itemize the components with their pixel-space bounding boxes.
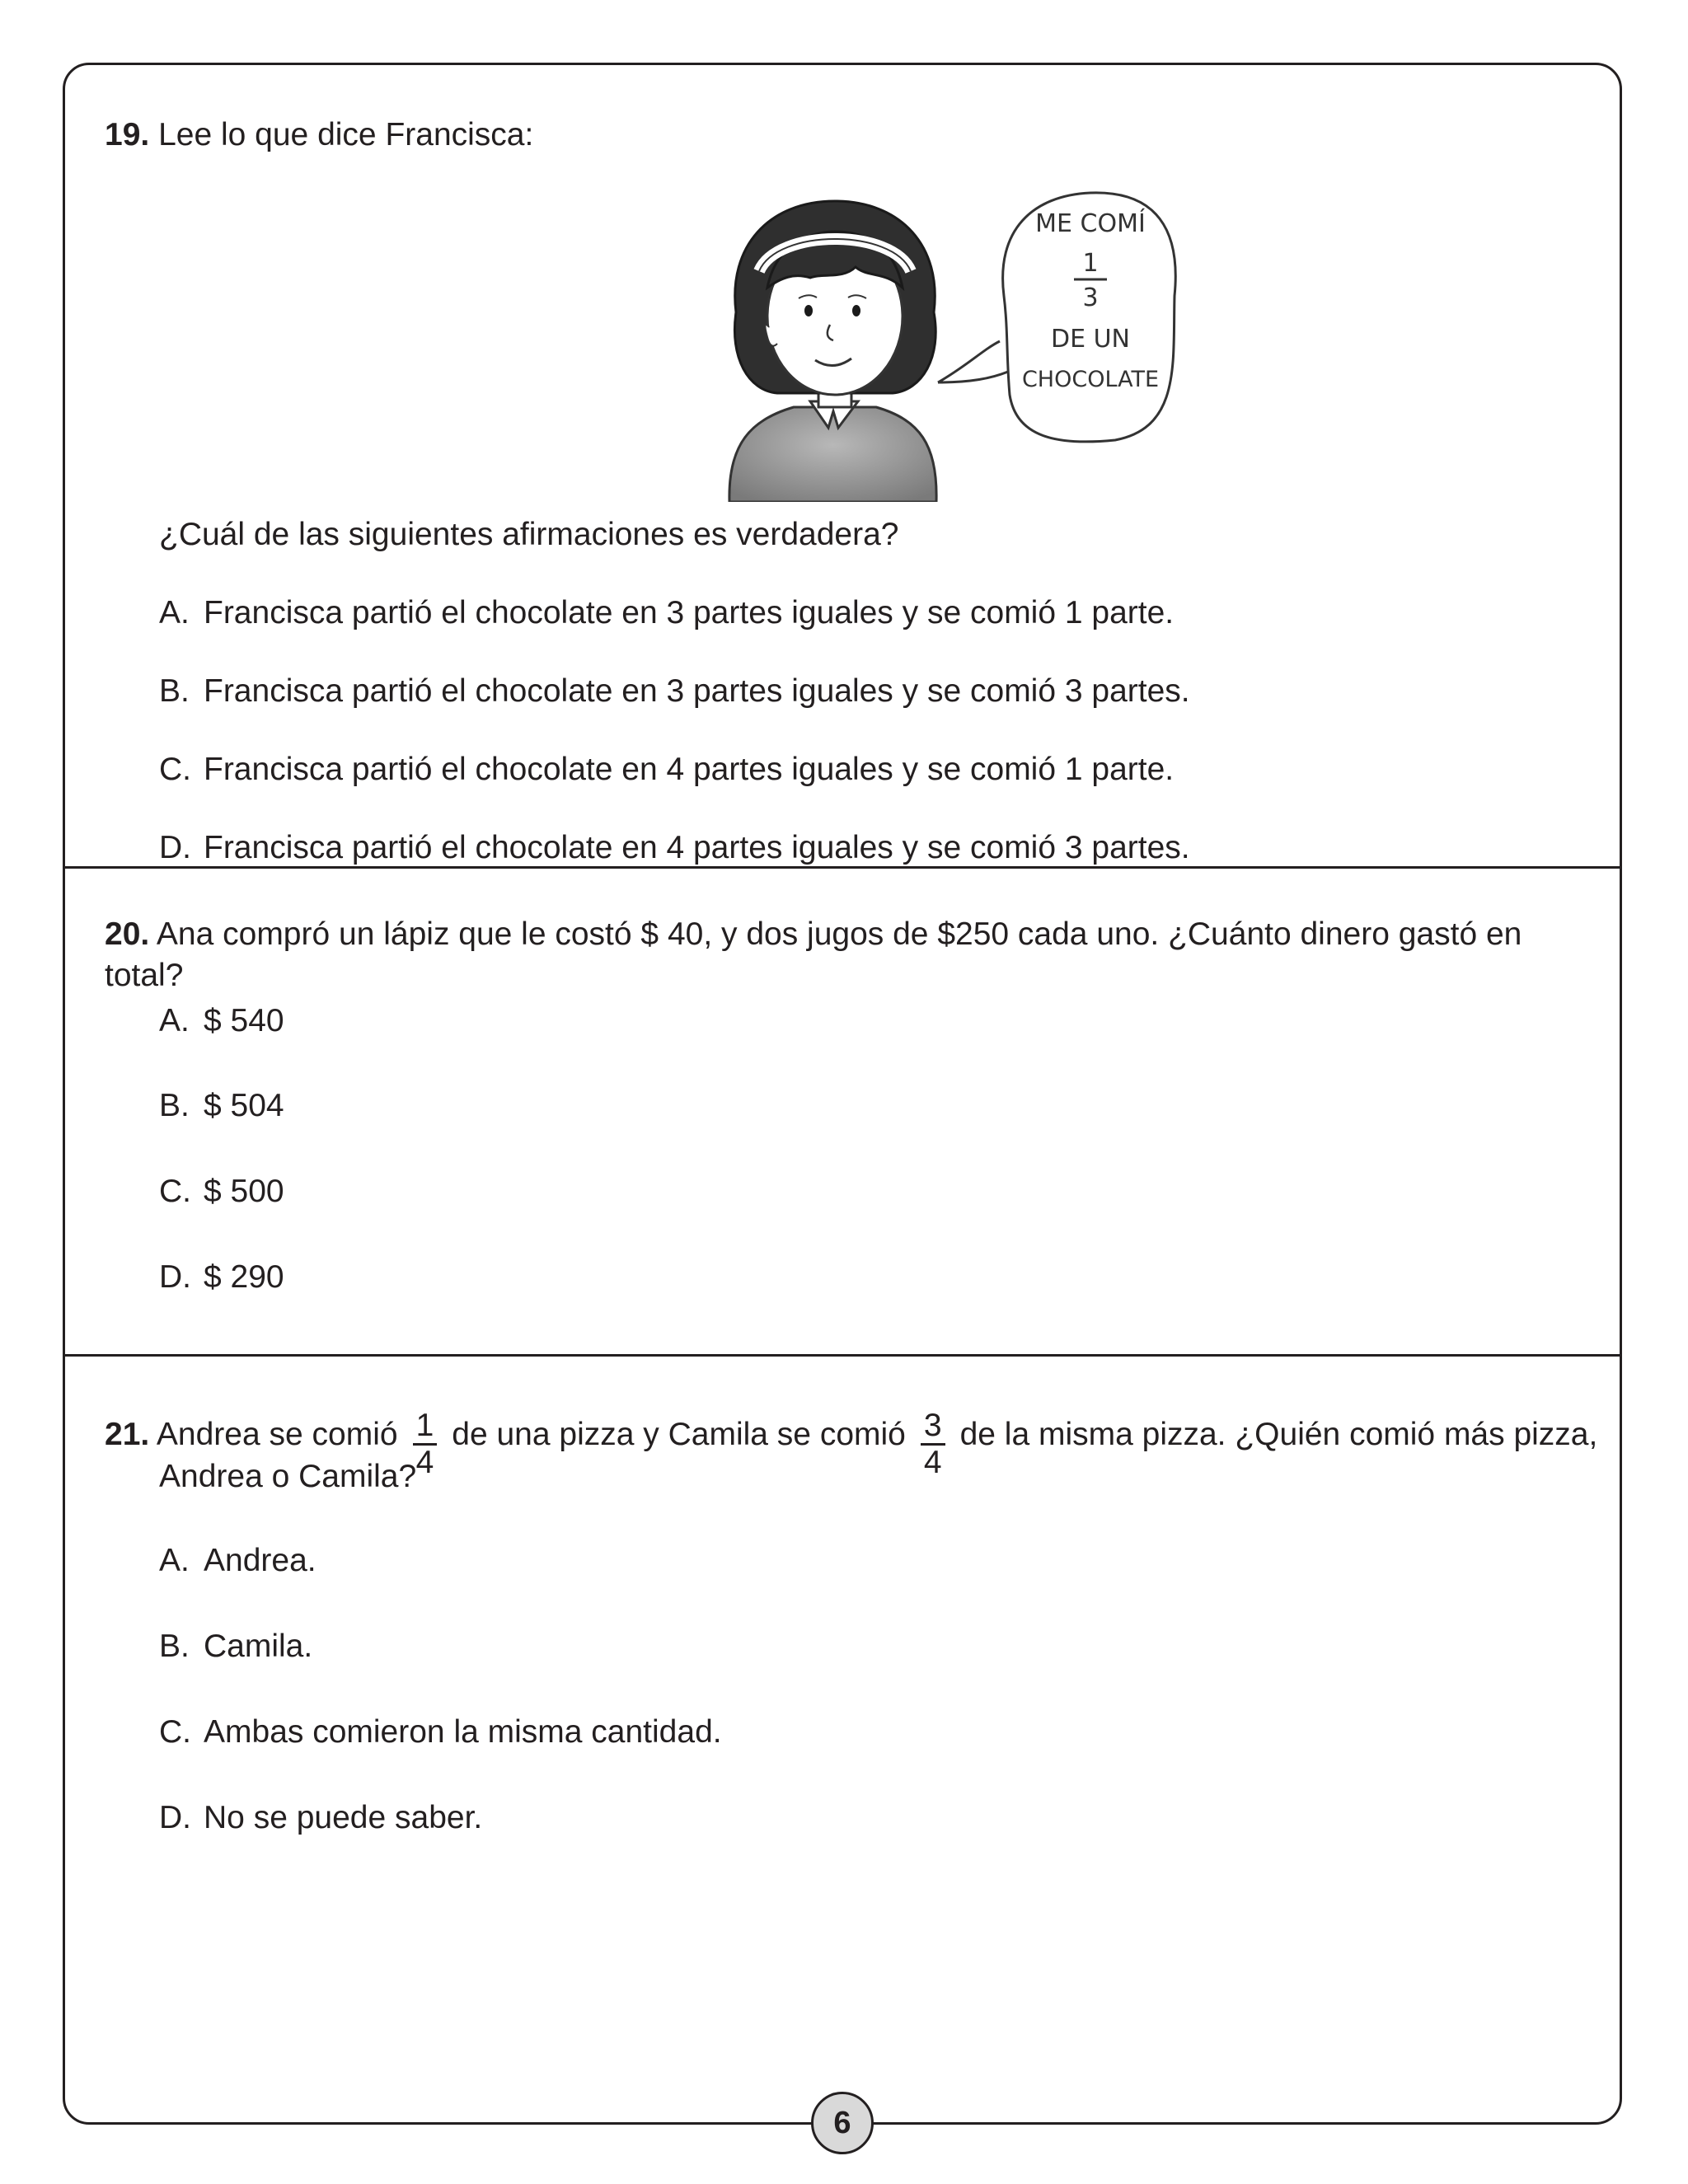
option-letter: B.	[159, 1629, 190, 1664]
section-divider	[65, 1354, 1620, 1357]
option-text: Francisca partió el chocolate en 3 partes iguales y se comió 1 parte.	[204, 595, 1175, 630]
bubble-line3: DE UN	[1051, 325, 1130, 354]
option-letter: C.	[159, 1174, 191, 1209]
question-number: 21.	[105, 1416, 150, 1452]
question-text-part3: de la misma pizza. ¿Quién comió más pizza,	[959, 1416, 1598, 1452]
sweater	[729, 407, 936, 502]
option-letter: C.	[159, 1714, 191, 1750]
exam-page-frame	[63, 63, 1622, 2125]
q21-option-c	[159, 1712, 722, 1753]
q19-option-a	[159, 593, 1174, 634]
option-letter: A.	[159, 1003, 190, 1038]
q21-option-b	[159, 1626, 312, 1667]
q20-option-a	[159, 1001, 284, 1042]
question-21-line2: Andrea o Camila?	[159, 1459, 417, 1494]
option-letter: B.	[159, 1088, 190, 1123]
question-number: 19.	[105, 117, 150, 152]
section-divider	[65, 866, 1620, 869]
bubble-line4: CHOCOLATE	[1021, 367, 1160, 392]
fraction-denominator: 4	[923, 1445, 942, 1480]
option-text: Ambas comieron la misma cantidad.	[204, 1714, 722, 1750]
option-letter: D.	[159, 1259, 191, 1295]
q19-option-b	[159, 671, 1190, 712]
q21-option-d	[159, 1797, 482, 1839]
option-text: No se puede saber.	[204, 1800, 483, 1835]
q20-option-c	[159, 1171, 284, 1212]
bubble-numerator: 1	[1082, 249, 1099, 278]
q19-option-c	[159, 749, 1174, 790]
girl-illustration	[654, 180, 1181, 502]
fraction-denominator: 4	[415, 1445, 434, 1480]
question-19-prompt	[105, 115, 1587, 156]
question-19-ask: ¿Cuál de las siguientes afirmaciones es verdadera?	[159, 517, 899, 552]
q20-option-d	[159, 1257, 284, 1298]
option-letter: D.	[159, 830, 191, 865]
option-text: Andrea.	[204, 1543, 316, 1578]
option-text: $ 290	[204, 1259, 284, 1295]
question-text-part2: de una pizza y Camila se comió	[452, 1416, 906, 1452]
option-text: Camila.	[204, 1629, 313, 1664]
option-letter: D.	[159, 1800, 191, 1835]
fraction-numerator: 3	[921, 1408, 945, 1446]
q21-option-a	[159, 1540, 316, 1582]
option-text: Francisca partió el chocolate en 3 partes iguales y se comió 3 partes.	[204, 673, 1190, 709]
option-letter: A.	[159, 1543, 190, 1578]
question-20-prompt	[105, 914, 1587, 996]
option-text: $ 504	[204, 1088, 284, 1123]
option-letter: C.	[159, 752, 191, 787]
option-letter: B.	[159, 673, 190, 709]
bubble-denominator: 3	[1082, 284, 1099, 312]
question-text: Ana compró un lápiz que le costó $ 40, y dos jugos de $250 cada uno. ¿Cuánto dinero gastó en total?	[105, 916, 1522, 993]
q20-option-b	[159, 1085, 284, 1127]
question-text-part1: Andrea se comió	[156, 1416, 398, 1452]
question-text: Lee lo que dice Francisca:	[158, 117, 534, 152]
fraction-numerator: 1	[413, 1408, 438, 1446]
option-text: $ 500	[204, 1174, 284, 1209]
option-text: Francisca partió el chocolate en 4 partes iguales y se comió 1 parte.	[204, 752, 1175, 787]
option-text: $ 540	[204, 1003, 284, 1038]
question-number: 20.	[105, 916, 150, 952]
bubble-line1: ME COMÍ	[1035, 209, 1146, 238]
option-text: Francisca partió el chocolate en 4 partes iguales y se comió 3 partes.	[204, 830, 1190, 865]
page-number: 6	[811, 2092, 874, 2154]
option-letter: A.	[159, 595, 190, 630]
q19-option-d	[159, 827, 1190, 869]
